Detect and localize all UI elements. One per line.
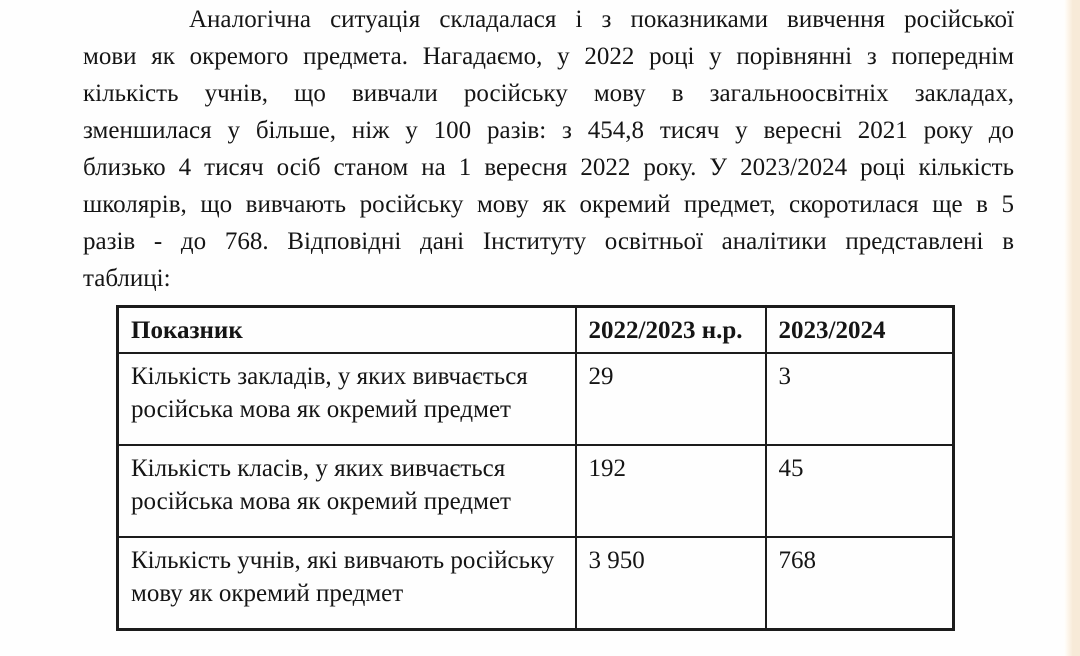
- value-cell: 3 950: [576, 537, 766, 630]
- value-cell: 45: [766, 445, 954, 537]
- column-header-indicator: Показник: [118, 307, 576, 354]
- table-row: [118, 445, 954, 537]
- indicator-cell: Кількість класів, у яких вивчається російська мова як окремий предмет: [118, 445, 576, 537]
- paragraph-line: мови як окремого предмета. Нагадаємо, у 2022 році у порівнянні з попереднім: [83, 43, 1014, 70]
- paragraph-line: близько 4 тисяч осіб станом на 1 вересня 2022 року. У 2023/2024 році кількість: [83, 154, 1014, 181]
- value-cell: 3: [766, 353, 954, 445]
- value-cell: 768: [766, 537, 954, 630]
- paragraph-line: Аналогічна ситуація складалася і з показниками вивчення російської: [189, 6, 1014, 33]
- indicator-cell: Кількість учнів, які вивчають російську мову як окремий предмет: [118, 537, 576, 630]
- indicator-cell: Кількість закладів, у яких вивчається російська мова як окремий предмет: [118, 353, 576, 445]
- paragraph-line: разів - до 768. Відповідні дані Інституту освітньої аналітики представлені в: [83, 228, 1014, 255]
- table-row: [118, 537, 954, 630]
- paragraph-line: таблиці:: [83, 265, 171, 292]
- column-header-2023-2024: 2023/2024: [766, 307, 954, 354]
- table-header-row: [118, 307, 954, 354]
- paragraph-line: зменшилася у більше, ніж у 100 разів: з 454,8 тисяч у вересні 2021 року до: [83, 117, 1014, 144]
- value-cell: 29: [576, 353, 766, 445]
- page-edge-strip: [1064, 0, 1080, 656]
- body-paragraph: [83, 1, 1014, 297]
- statistics-table: [116, 305, 955, 631]
- paragraph-line: кількість учнів, що вивчали російську мову в загальноосвітніх закладах,: [83, 80, 1014, 107]
- value-cell: 192: [576, 445, 766, 537]
- paragraph-line: школярів, що вивчають російську мову як окремий предмет, скоротилася ще в 5: [83, 191, 1014, 218]
- table-row: [118, 353, 954, 445]
- column-header-2022-2023: 2022/2023 н.р.: [576, 307, 766, 354]
